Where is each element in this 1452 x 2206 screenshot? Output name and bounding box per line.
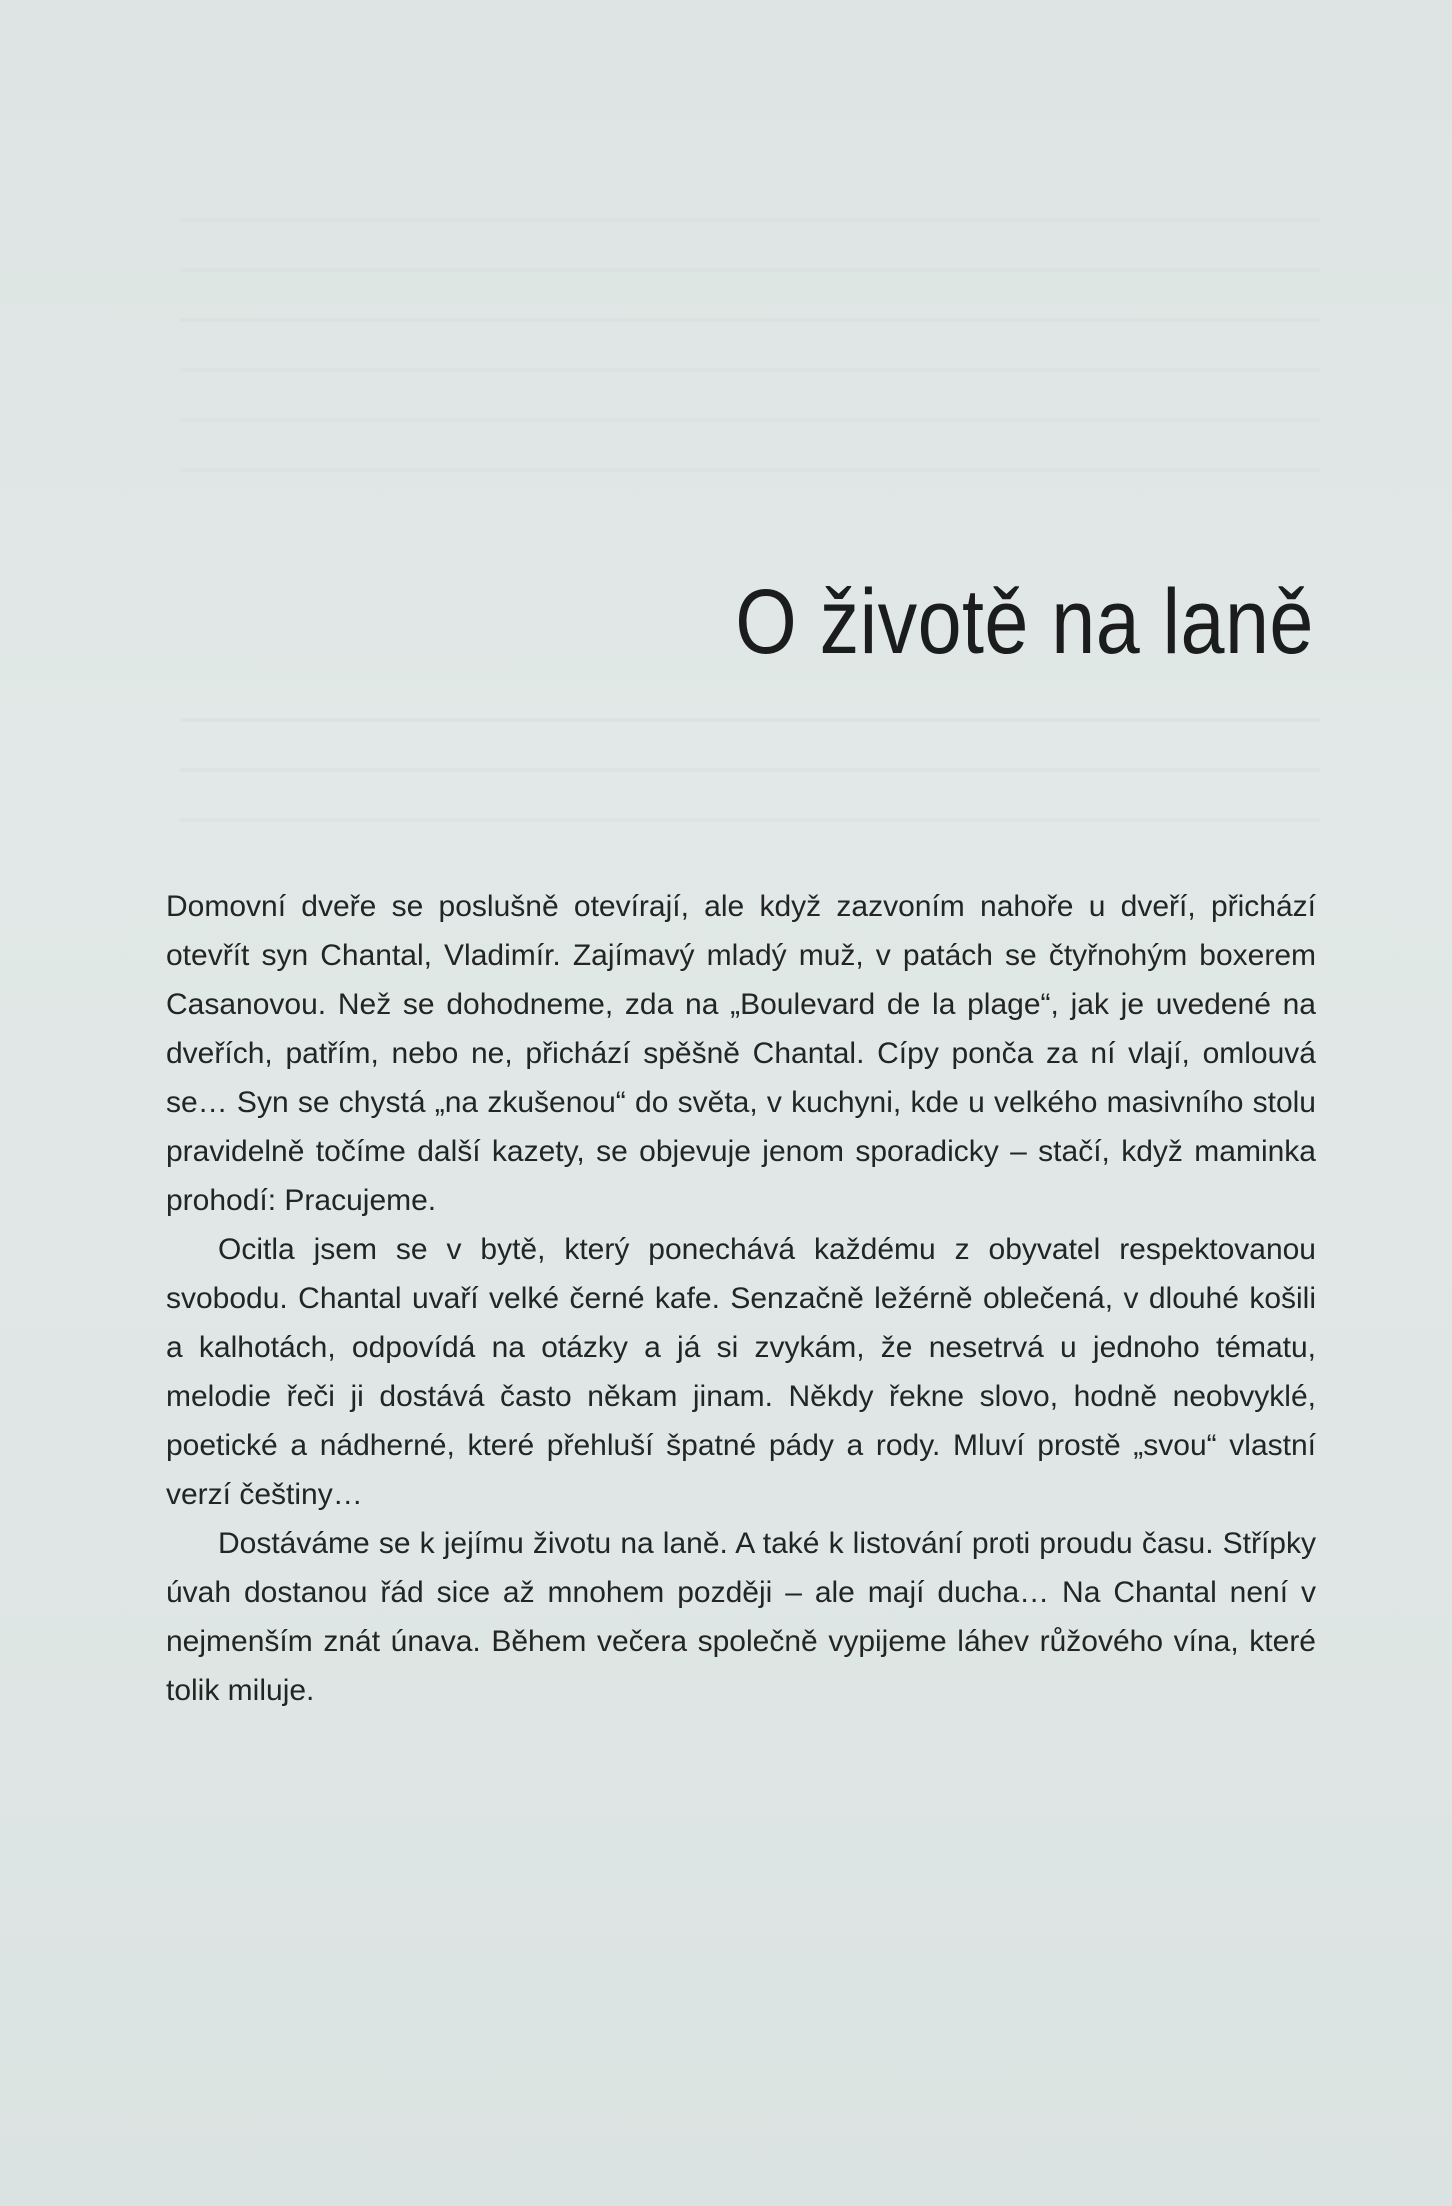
show-through-line [180, 318, 1320, 322]
paragraph: Domovní dveře se poslušně otevírají, ale když zazvoním nahoře u dveří, přichází otevřít syn Chantal, Vladimír. Zajímavý mladý muž, v patách se čtyřnohým boxerem Casanovou. Než se dohodneme, zda na „Boulevard de la plage“, jak je uvedené na dveřích, patřím, nebo ne, přichází spěšně Chantal. Cípy ponča za ní vlají, omlouvá se… Syn se chystá „na zkušenou“ do světa, v kuchyni, kde u velkého masivního stolu pravidelně točíme další kazety, se objevuje jenom sporadicky – stačí, když maminka prohodí: Pracujeme. [166, 890, 1316, 1217]
chapter-body [166, 882, 1316, 1715]
show-through-line [180, 468, 1320, 472]
paragraph: Ocitla jsem se v bytě, který ponechává každému z obyvatel respektovanou svobodu. Chantal uvaří velké černé kafe. Senzačně ležérně oblečená, v dlouhé košili a kalhotách, odpovídá na otázky a já si zvykám, že nesetrvá u jednoho tématu, melodie řeči ji dostává často někam jinam. Někdy řekne slovo, hodně neobvyklé, poetické a nádherné, které přehluší špatné pády a rody. Mluví prostě „svou“ vlastní verzí češtiny… [166, 1233, 1316, 1511]
show-through-line [180, 368, 1320, 372]
paragraph: Dostáváme se k jejímu životu na laně. A také k listování proti proudu času. Střípky úvah dostanou řád sice až mnohem později – ale mají ducha… Na Chantal není v nejmenším znát únava. Během večera společně vypijeme láhev růžového vína, které tolik miluje. [166, 1527, 1316, 1707]
show-through-line [180, 818, 1320, 822]
show-through-line [180, 718, 1320, 722]
chapter-title: O životě na laně [735, 571, 1314, 673]
show-through-line [180, 268, 1320, 272]
show-through-line [180, 218, 1320, 222]
show-through-line [180, 768, 1320, 772]
show-through-line [180, 418, 1320, 422]
